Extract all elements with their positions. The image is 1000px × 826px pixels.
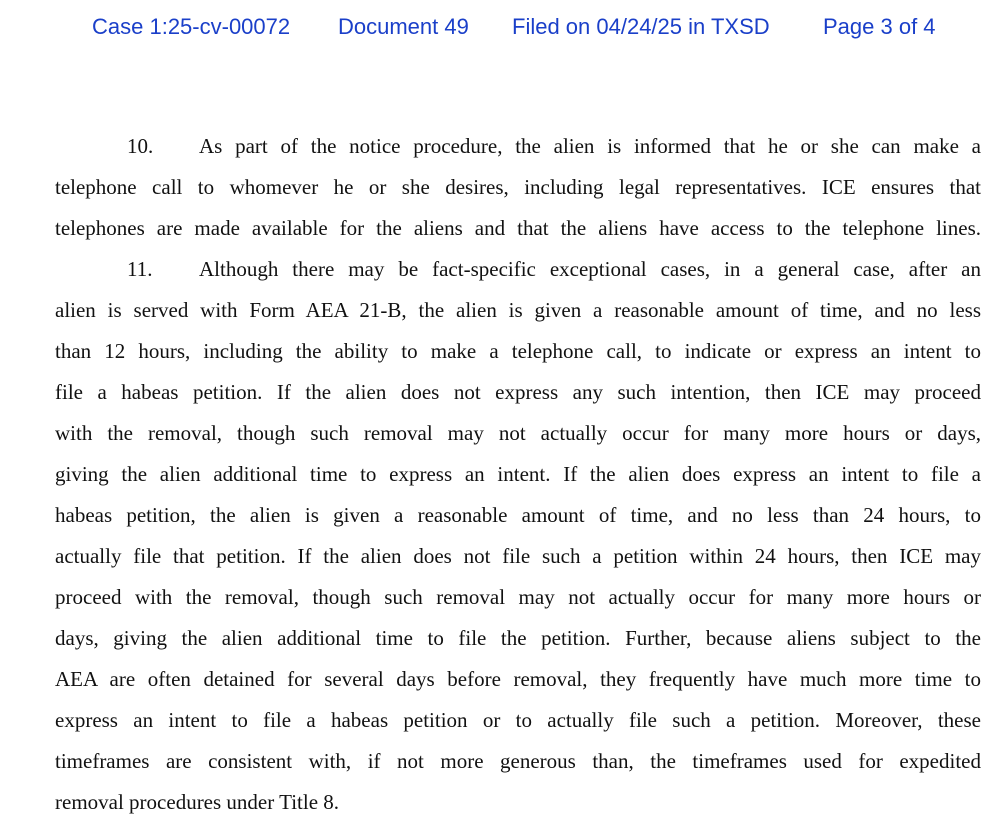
paragraph-line: giving the alien additional time to express an intent. If the alien does express an intent to file a	[55, 462, 981, 486]
paragraph-line: Although there may be fact-specific exceptional cases, in a general case, after an	[199, 257, 981, 281]
paragraph-line: proceed with the removal, though such removal may not actually occur for many more hours or	[55, 585, 981, 609]
filed-date: Filed on 04/24/25 in TXSD	[512, 14, 770, 39]
paragraph-number: 11.	[127, 257, 153, 281]
paragraph-line: habeas petition, the alien is given a reasonable amount of time, and no less than 24 hours, to	[55, 503, 981, 527]
paragraph-line: than 12 hours, including the ability to make a telephone call, to indicate or express an intent to	[55, 339, 981, 363]
paragraph-line: telephone call to whomever he or she desires, including legal representatives. ICE ensures that	[55, 175, 981, 199]
paragraph-line: with the removal, though such removal may not actually occur for many more hours or days,	[55, 421, 981, 445]
document-body	[55, 126, 981, 823]
case-number: Case 1:25-cv-00072	[92, 14, 291, 39]
paragraph-line: express an intent to file a habeas petition or to actually file such a petition. Moreover, these	[55, 708, 981, 732]
page-number: Page 3 of 4	[823, 14, 936, 39]
paragraph-number: 10.	[127, 134, 154, 158]
paragraph-line: AEA are often detained for several days before removal, they frequently have much more time to	[55, 667, 981, 691]
paragraph-11	[55, 249, 981, 823]
paragraph-line: actually file that petition. If the alien does not file such a petition within 24 hours, then ICE may	[55, 544, 981, 568]
paragraph-line: telephones are made available for the aliens and that the aliens have access to the telephone lines.	[55, 216, 981, 240]
paragraph-line: file a habeas petition. If the alien does not express any such intention, then ICE may proceed	[55, 380, 981, 404]
paragraph-line: As part of the notice procedure, the alien is informed that he or she can make a	[199, 134, 981, 158]
paragraph-first-line	[55, 126, 981, 167]
document-number: Document 49	[338, 14, 469, 39]
paragraph-first-line	[55, 249, 981, 290]
ecf-header	[0, 12, 1000, 42]
paragraph-line: alien is served with Form AEA 21-B, the alien is given a reasonable amount of time, and no less	[55, 298, 981, 322]
paragraph-line: days, giving the alien additional time to file the petition. Further, because aliens subject to the	[55, 626, 981, 650]
paragraph-10	[55, 126, 981, 249]
paragraph-line: timeframes are consistent with, if not more generous than, the timeframes used for expedited	[55, 749, 981, 773]
paragraph-line: removal procedures under Title 8.	[55, 790, 340, 814]
